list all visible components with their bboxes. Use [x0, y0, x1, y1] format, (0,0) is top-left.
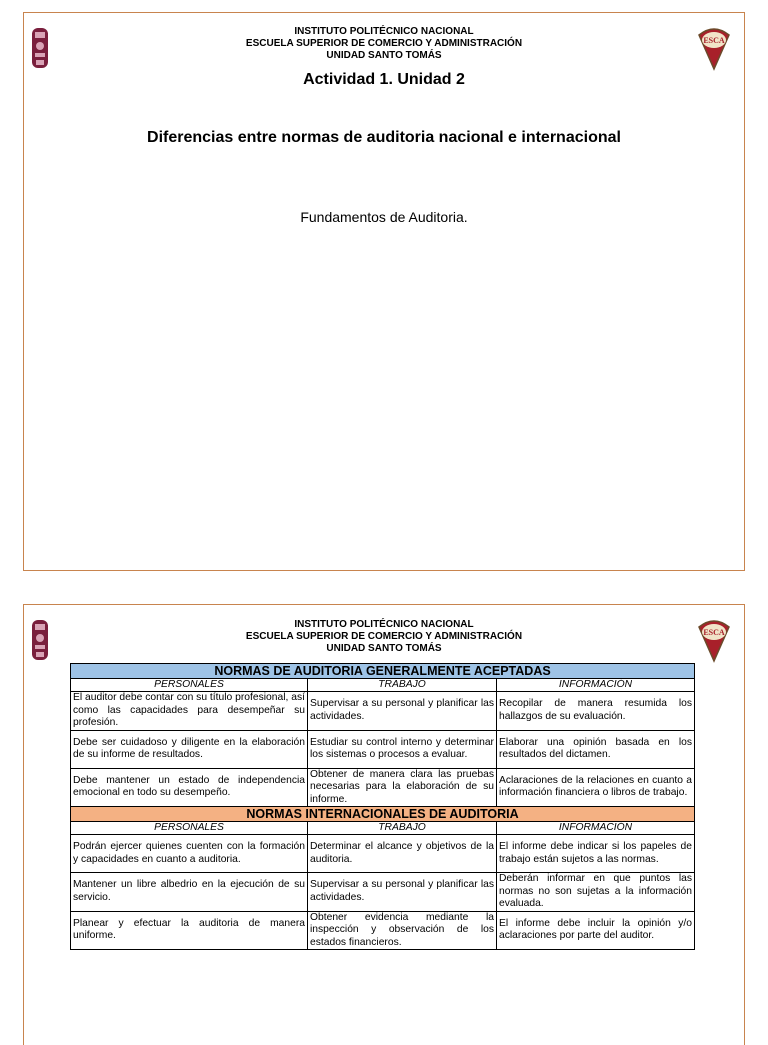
campus-name: UNIDAD SANTO TOMÁS — [326, 643, 442, 654]
institution-header — [24, 619, 744, 655]
column-header-personales: PERSONALES — [71, 679, 308, 692]
table-cell: Elaborar una opinión basada en los resultados del dictamen. — [497, 730, 695, 768]
esca-logo-text: ESCA — [703, 36, 725, 45]
table-cell: Supervisar a su personal y planificar las actividades. — [308, 873, 497, 912]
institution-name: INSTITUTO POLITÉCNICO NACIONAL — [294, 619, 474, 630]
table-cell: Obtener de manera clara las pruebas necesarias para la elaboración de su informe. — [308, 768, 497, 807]
table-row — [71, 692, 695, 731]
table-cell: El informe debe incluir la opinión y/o aclaraciones por parte del auditor. — [497, 911, 695, 950]
table-row — [71, 768, 695, 807]
international-norms-title: NORMAS INTERNACIONALES DE AUDITORIA — [71, 807, 695, 822]
column-header-trabajo: TRABAJO — [308, 822, 497, 835]
institution-header — [24, 26, 744, 62]
table-cell: Estudiar su control interno y determinar los sistemas o procesos a evaluar. — [308, 730, 497, 768]
campus-name: UNIDAD SANTO TOMÁS — [326, 50, 442, 61]
column-header-personales: PERSONALES — [71, 822, 308, 835]
table-cell: Mantener un libre albedrio en la ejecución de su servicio. — [71, 873, 308, 912]
table-row — [71, 730, 695, 768]
table-cell: El auditor debe contar con su título profesional, así como las capacidades para desempeñar su profesión. — [71, 692, 308, 731]
column-header-informacion: INFORMACIÓN — [497, 822, 695, 835]
national-column-header-row — [71, 679, 695, 692]
table-cell: Deberán informar en que puntos las normas no son sujetas a la información evaluada. — [497, 873, 695, 912]
table-cell: Determinar el alcance y objetivos de la auditoria. — [308, 835, 497, 873]
table-cell: Planear y efectuar la auditoria de manera uniforme. — [71, 911, 308, 950]
national-norms-title: NORMAS DE AUDITORIA GENERALMENTE ACEPTADAS — [71, 664, 695, 679]
national-norms-title-row — [71, 664, 695, 679]
column-header-trabajo: TRABAJO — [308, 679, 497, 692]
institution-name: INSTITUTO POLITÉCNICO NACIONAL — [294, 26, 474, 37]
table-row — [71, 873, 695, 912]
table-row — [71, 911, 695, 950]
course-name: Fundamentos de Auditoria. — [300, 209, 468, 225]
audit-norms-table — [70, 663, 695, 950]
document-page-table — [23, 604, 745, 1045]
esca-logo-text: ESCA — [703, 628, 725, 637]
table-cell: Supervisar a su personal y planificar las actividades. — [308, 692, 497, 731]
international-column-header-row — [71, 822, 695, 835]
table-cell: El informe debe indicar si los papeles de trabajo están sujetos a las normas. — [497, 835, 695, 873]
table-cell: Aclaraciones de la relaciones en cuanto a información financiera o libros de trabajo. — [497, 768, 695, 807]
international-norms-title-row — [71, 807, 695, 822]
school-name: ESCUELA SUPERIOR DE COMERCIO Y ADMINISTRACIÓN — [245, 631, 523, 642]
table-cell: Podrán ejercer quienes cuenten con la formación y capacidades en cuanto a auditoria. — [71, 835, 308, 873]
school-name: ESCUELA SUPERIOR DE COMERCIO Y ADMINISTRACIÓN — [245, 38, 523, 49]
document-page-cover — [23, 12, 745, 571]
table-cell: Debe ser cuidadoso y diligente en la elaboración de su informe de resultados. — [71, 730, 308, 768]
table-cell: Obtener evidencia mediante la inspección y observación de los estados financieros. — [308, 911, 497, 950]
table-row — [71, 835, 695, 873]
subject-title: Diferencias entre normas de auditoria nacional e internacional — [147, 129, 621, 146]
table-cell: Recopilar de manera resumida los hallazgos de su evaluación. — [497, 692, 695, 731]
column-header-informacion: INFORMACIÓN — [497, 679, 695, 692]
table-cell: Debe mantener un estado de independencia emocional en todo su desempeño. — [71, 768, 308, 807]
activity-title: Actividad 1. Unidad 2 — [303, 71, 465, 88]
